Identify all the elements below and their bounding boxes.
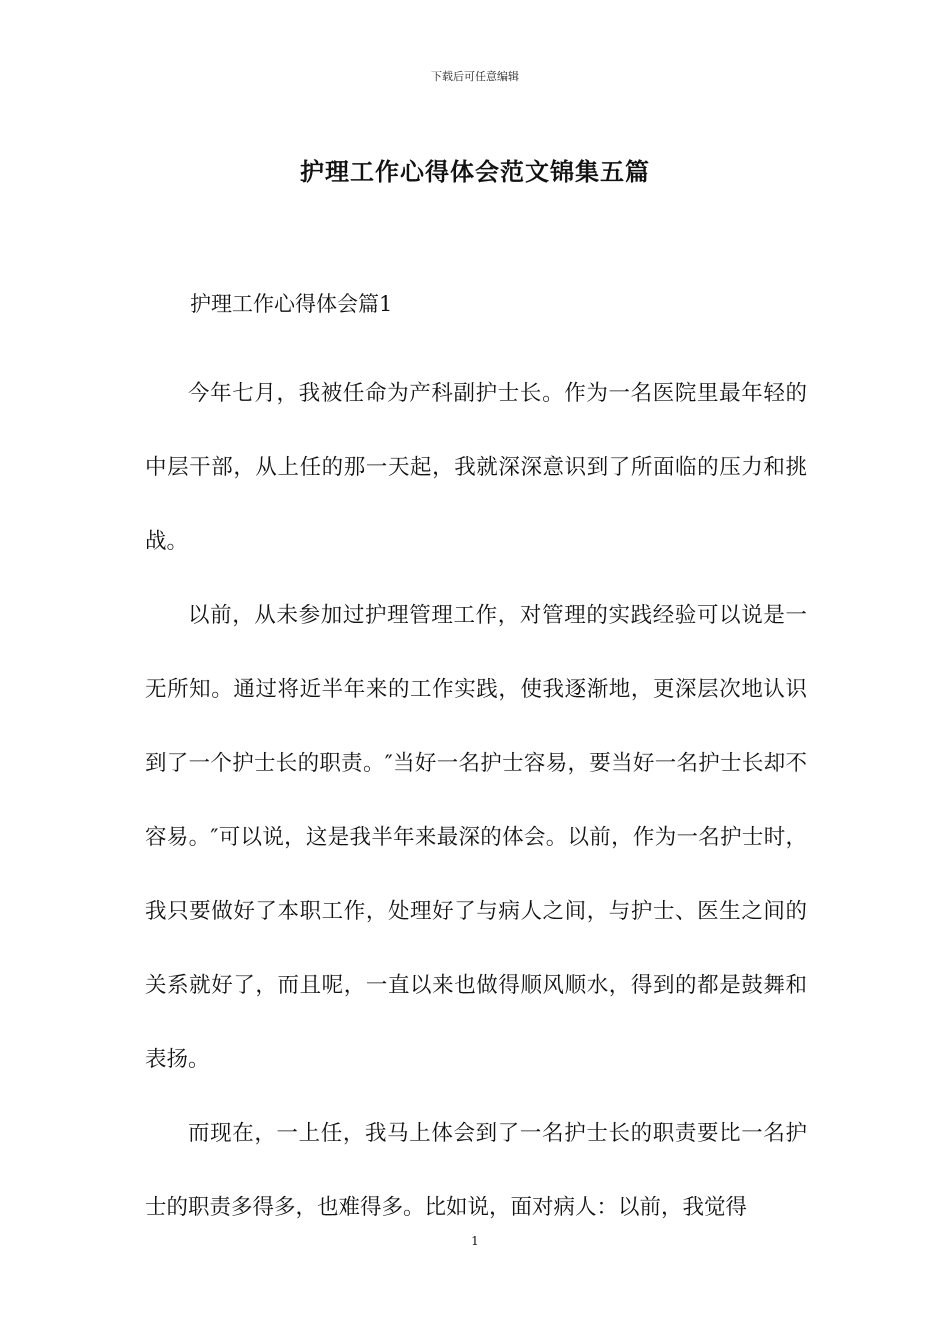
document-title: 护理工作心得体会范文锦集五篇 — [300, 157, 650, 186]
paragraph: 今年七月，我被任命为产科副护士长。作为一名医院里最年轻的中层干部，从上任的那一天起，我就深深意识到了所面临的压力和挑战。 — [145, 381, 807, 554]
section-heading: 护理工作心得体会篇1 — [190, 292, 393, 316]
paragraph: 而现在，一上任，我马上体会到了一名护士长的职责要比一名护士的职责多得多，也难得多。比如说，面对病人：以前，我觉得 — [145, 1121, 807, 1220]
body-text — [145, 357, 807, 1245]
paragraph: 以前，从未参加过护理管理工作，对管理的实践经验可以说是一无所知。通过将近半年来的工作实践，使我逐渐地，更深层次地认识到了一个护士长的职责。″当好一名护士容易，要当好一名护士长却不容易。″可以说，这是我半年来最深的体会。以前，作为一名护士时，我只要做好了本职工作，处理好了与病人之间，与护士、医生之间的关系就好了，而且呢，一直以来也做得顺风顺水，得到的都是鼓舞和表扬。 — [145, 603, 807, 1072]
header-note: 下载后可任意编辑 — [431, 70, 519, 83]
page-number: 1 — [471, 1234, 479, 1248]
